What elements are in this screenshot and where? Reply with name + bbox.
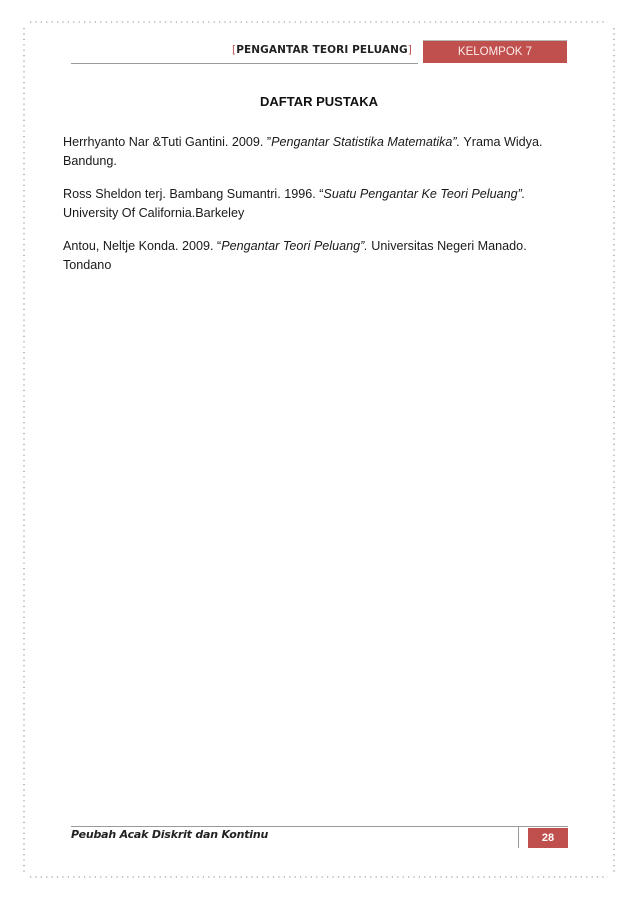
- footer-separator: [518, 826, 519, 848]
- header-title: [232, 44, 412, 56]
- reference-item: [63, 237, 563, 275]
- header-title-text: PENGANTAR TEORI PELUANG: [236, 44, 408, 56]
- reference-text: Herrhyanto Nar &Tuti Gantini. 2009. ”: [63, 135, 272, 149]
- reference-title: Pengantar Teori Peluang”.: [221, 239, 368, 253]
- page-number: 28: [528, 828, 568, 848]
- header-tab: KELOMPOK 7: [423, 40, 567, 63]
- bracket-open: [: [232, 44, 237, 56]
- reference-item: [63, 185, 563, 223]
- reference-text: Ross Sheldon terj. Bambang Sumantri. 1996. “: [63, 187, 324, 201]
- header-rule: [71, 63, 418, 64]
- footer-title: Peubah Acak Diskrit dan Kontinu: [71, 828, 269, 841]
- bracket-close: ]: [407, 44, 412, 56]
- footer-rule: [71, 826, 568, 827]
- reference-title: Suatu Pengantar Ke Teori Peluang”.: [323, 187, 526, 201]
- reference-publisher: University Of California.Barkeley: [63, 206, 245, 220]
- reference-text: Antou, Neltje Konda. 2009. “: [63, 239, 222, 253]
- reference-list: [63, 133, 563, 289]
- page-heading: DAFTAR PUSTAKA: [260, 94, 378, 109]
- reference-title: Pengantar Statistika Matematika”.: [271, 135, 461, 149]
- reference-publisher: Yrama Widya. Bandung.: [63, 135, 543, 168]
- reference-publisher: Universitas Negeri Manado. Tondano: [63, 239, 527, 272]
- reference-item: [63, 133, 563, 171]
